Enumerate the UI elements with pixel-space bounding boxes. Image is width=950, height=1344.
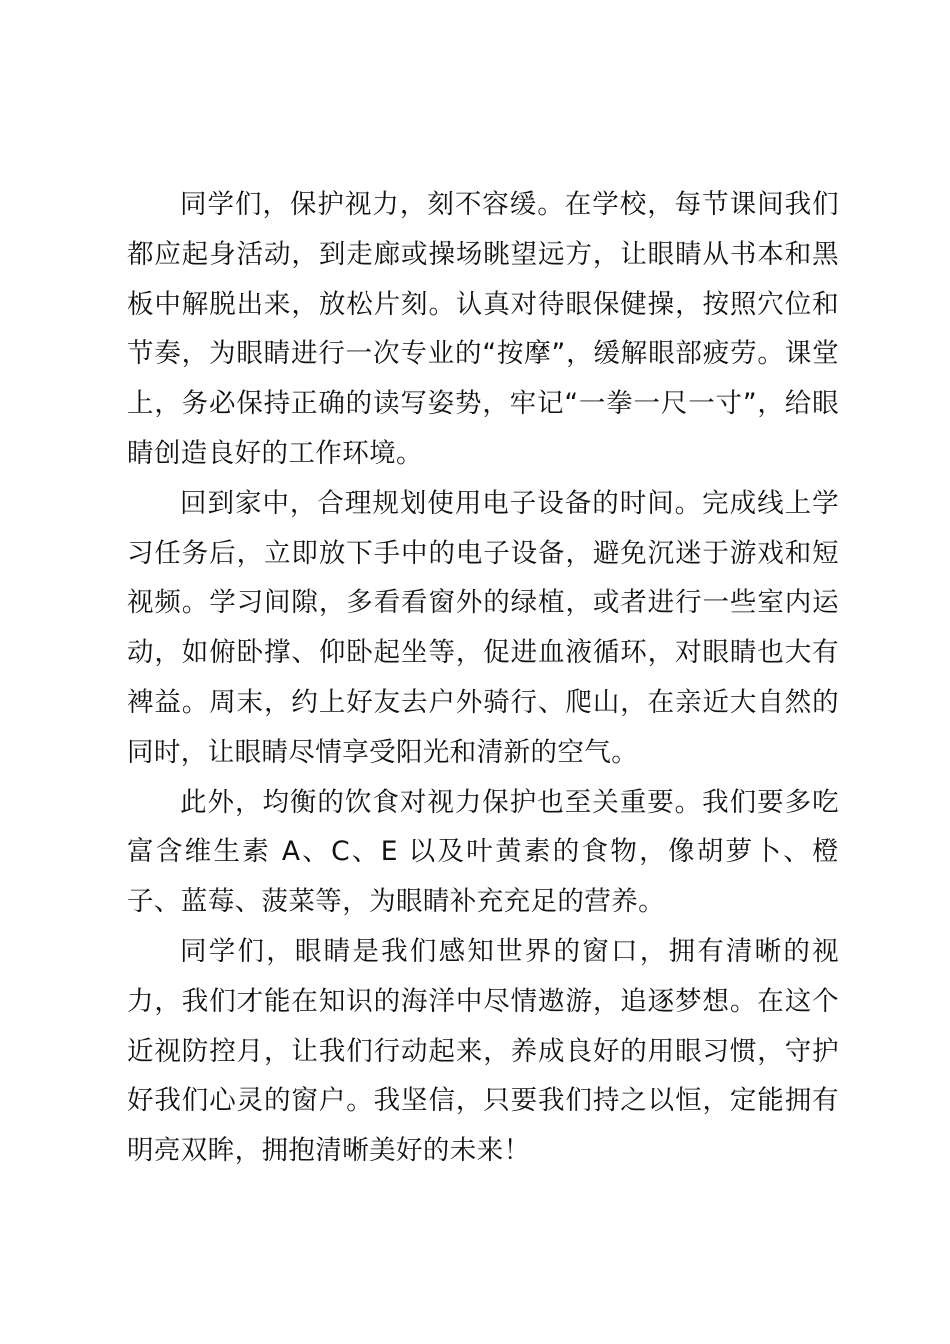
- paragraph-home: 回到家中，合理规划使用电子设备的时间。完成线上学习任务后，立即放下手中的电子设备，避免沉迷于游戏和短视频。学习间隙，多看看窗外的绿植，或者进行一些室内运动，如俯卧撑、仰卧起坐等，促进血液循环，对眼睛也大有裨益。周末，约上好友去户外骑行、爬山，在亲近大自然的同时，让眼睛尽情享受阳光和清新的空气。: [127, 487, 839, 768]
- paragraph-school: 同学们，保护视力，刻不容缓。在学校，每节课间我们都应起身活动，到走廊或操场眺望远方，让眼睛从书本和黑板中解脱出来，放松片刻。认真对待眼保健操，按照穴位和节奏，为眼睛进行一次专业的“按摩”，缓解眼部疲劳。课堂上，务必保持正确的读写姿势，牢记“一拳一尺一寸”，给眼睛创造良好的工作环境。: [127, 189, 839, 469]
- document-body: [127, 180, 839, 1176]
- paragraph-conclusion: 同学们，眼睛是我们感知世界的窗口，拥有清晰的视力，我们才能在知识的海洋中尽情遨游，追逐梦想。在这个近视防控月，让我们行动起来，养成良好的用眼习惯，守护好我们心灵的窗户。我坚信，只要我们持之以恒，定能拥有明亮双眸，拥抱清晰美好的未来！: [127, 935, 839, 1167]
- paragraph-diet: 此外，均衡的饮食对视力保护也至关重要。我们要多吃富含维生素 A、C、E 以及叶黄素的食物，像胡萝卜、橙子、蓝莓、菠菜等，为眼睛补充充足的营养。: [127, 786, 839, 918]
